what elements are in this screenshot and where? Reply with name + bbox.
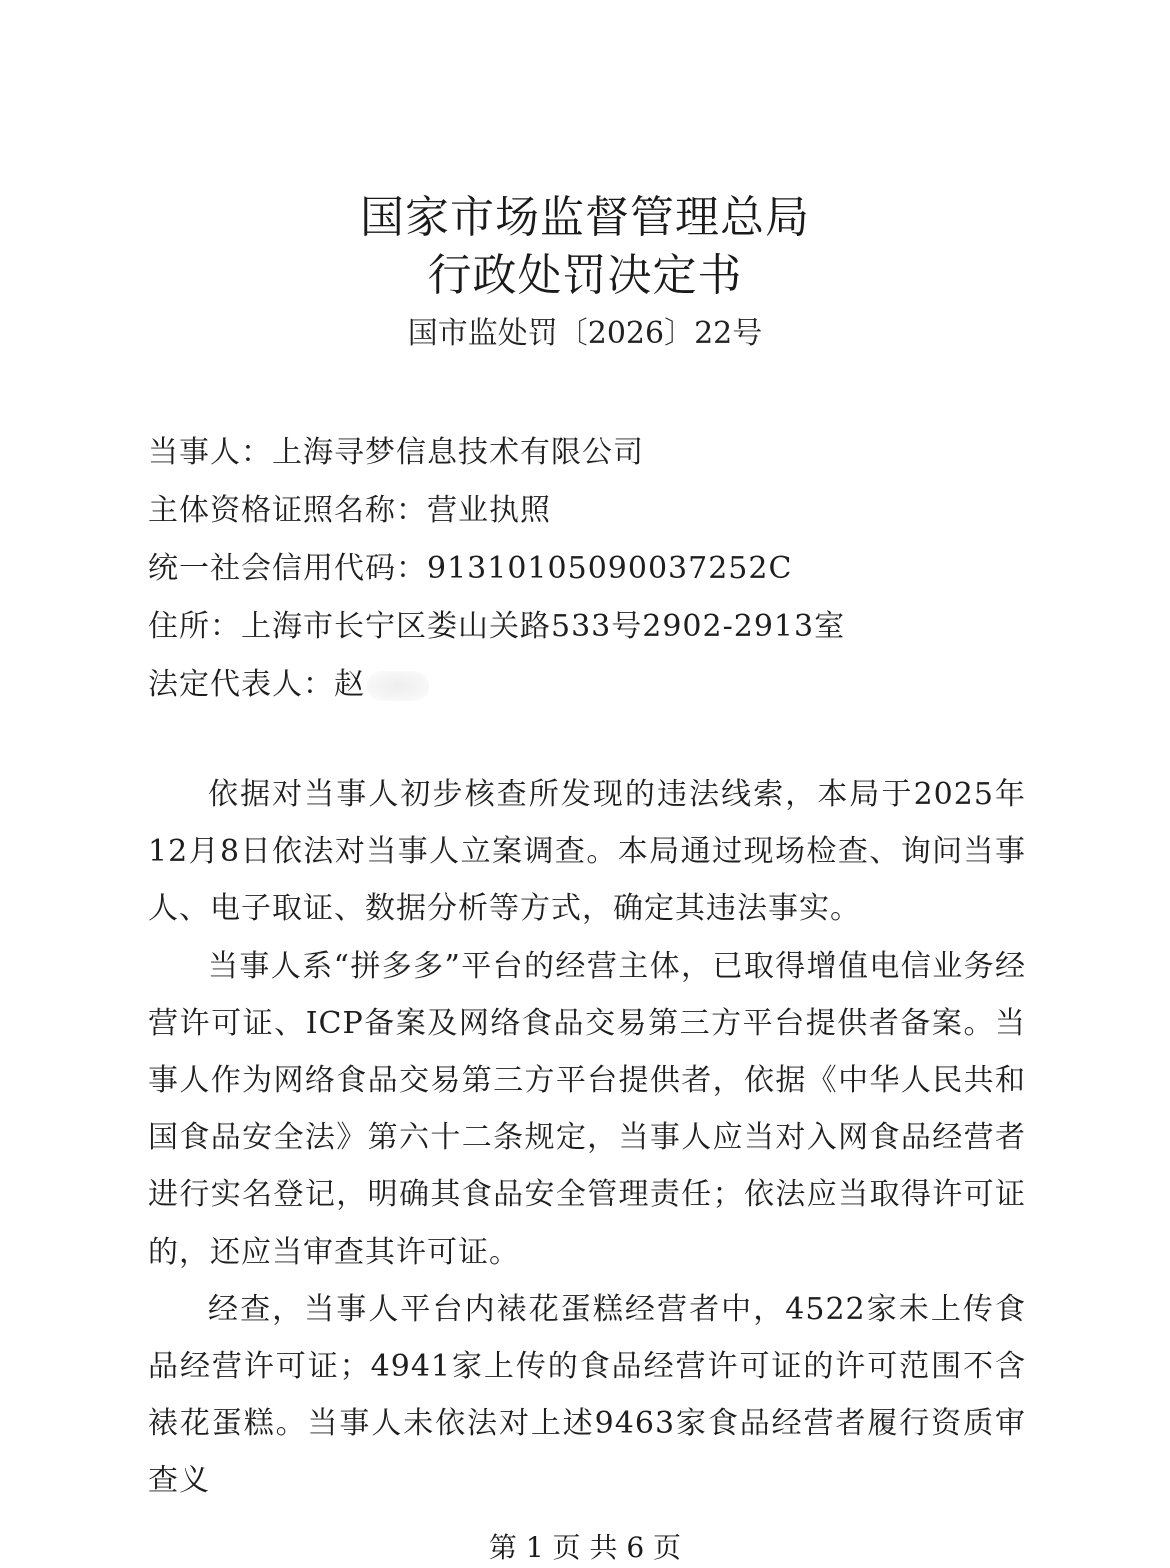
page-footer: 第 1 页 共 6 页 [488, 1531, 682, 1564]
document-title-agency: 国家市场监督管理总局 [360, 192, 810, 243]
document-title-type: 行政处罚决定书 [427, 250, 743, 301]
legal-representative-text: 法定代表人：赵 [148, 667, 365, 702]
body-paragraph-1: 依据对当事人初步核查所发现的违法线索，本局于2025年12月8日依法对当事人立案调查。本局通过现场检查、询问当事人、电子取证、数据分析等方式，确定其违法事实。 [148, 777, 1026, 927]
body-paragraph-3: 经查，当事人平台内裱花蛋糕经营者中，4522家未上传食品经营许可证；4941家上传的食品经营许可证的许可范围不含裱花蛋糕。当事人未依法对上述9463家食品经营者履行资质审查义 [148, 1291, 1026, 1499]
party-credit-code: 统一社会信用代码：91310105090037252C [148, 551, 793, 586]
party-address: 住所：上海市长宁区娄山关路533号2902-2913室 [148, 609, 846, 644]
party-name: 当事人：上海寻梦信息技术有限公司 [148, 435, 644, 470]
party-legal-representative [148, 656, 1048, 714]
party-info [148, 424, 1048, 714]
party-license-type: 主体资格证照名称：营业执照 [148, 493, 551, 528]
redaction-blur [367, 671, 429, 701]
document-number: 国市监处罚〔2026〕22号 [407, 316, 763, 351]
body-paragraph-2: 当事人系“拼多多”平台的经营主体，已取得增值电信业务经营许可证、ICP备案及网络食品交易第三方平台提供者备案。当事人作为网络食品交易第三方平台提供者，依据《中华人民共和国食品安全法》第六十二条规定，当事人应当对入网食品经营者进行实名登记，明确其食品安全管理责任；依法应当取得许可证的，还应当审查其许可证。 [148, 948, 1026, 1270]
document-body [148, 766, 1026, 1510]
